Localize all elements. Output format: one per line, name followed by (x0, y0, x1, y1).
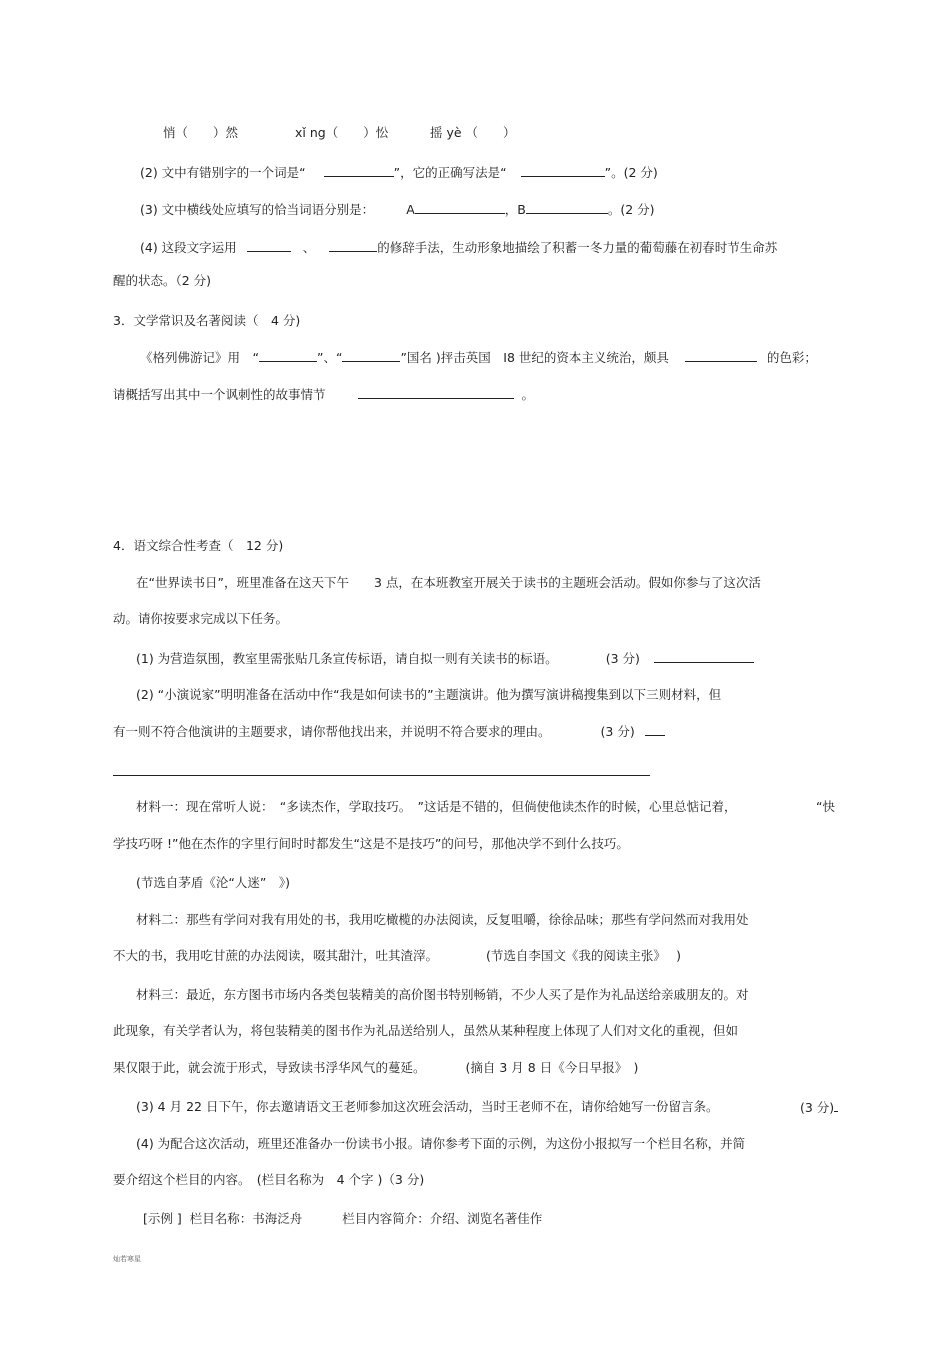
answer-blank[interactable] (834, 1098, 838, 1112)
pinyin-item-1: 悄（ ）然 (163, 125, 239, 140)
example: [示例 ] 栏目名称：书海泛舟 栏目内容简介：介绍、浏览名著佳作 (143, 1211, 543, 1226)
pinyin-item-3: 摇 yè （ ） (430, 125, 516, 140)
question-2-2: (2) 文中有错别字的一个词是“ ”，它的正确写法是“ ”。(2 分) (140, 165, 658, 180)
material-2-cont: 不大的书，我用吃甘蔗的办法阅读，啜其甜汁，吐其渣滓。 (节选自李国文《我的阅读主张》 ) (113, 948, 681, 963)
task-2-cont: 有一则不符合他演讲的主题要求，请你帮他找出来，并说明不符合要求的理由。 (3 分) (113, 722, 665, 741)
material-1-quote: “快 (816, 799, 835, 814)
answer-blank[interactable] (259, 348, 317, 362)
answer-blank[interactable] (358, 385, 514, 399)
material-3-cont-2: 果仅限于此，就会流于形式，导致读书浮华风气的蔓延。 (摘自 3 月 8 日《今日早报》 ) (113, 1060, 639, 1075)
answer-blank[interactable] (645, 722, 665, 736)
question-2-3: (3) 文中横线处应填写的恰当词语分别是： A ，B 。(2 分) (140, 202, 655, 217)
answer-blank[interactable] (247, 238, 291, 252)
material-1-cont: 学技巧呀 !”他在杰作的字里行间时时都发生“这是不是技巧”的问号，那他决学不到什么技巧。 (113, 836, 629, 851)
material-2: 材料二：那些有学问对我有用处的书，我用吃橄榄的办法阅读，反复咀嚼，徐徐品味；那些有学问然而对我用处 (136, 912, 749, 927)
answer-blank[interactable] (329, 238, 377, 252)
task-3: (3) 4 月 22 日下午，你去邀请语文王老师参加这次班会活动，当时王老师不在，请你给她写一份留言条。 (136, 1099, 719, 1114)
question-3-line-1: 《格列佛游记》用 “ ”、“ ”国名 )抨击英国 I8 世纪的资本主义统治，颇具 的色彩； (140, 350, 817, 365)
answer-blank[interactable] (654, 649, 754, 663)
question-2-4-cont: 醒的状态。（2 分) (113, 273, 212, 288)
material-1: 材料一：现在常听人说： “多读杰作，学取技巧。 ”这话是不错的，但倘使他读杰作的时候，心里总惦记着， (136, 799, 737, 814)
answer-blank-b[interactable] (526, 200, 608, 214)
question-2-4: (4) 这段文字运用 、 的修辞手法，生动形象地描绘了积蓄一冬力量的葡萄藤在初春时节生命苏 (140, 240, 778, 255)
task-2: (2) “小演说家”明明准备在活动中作“我是如何读书的”主题演讲。他为撰写演讲稿搜集到以下三则材料，但 (136, 687, 722, 702)
footer-text: 灿若寒星 (113, 1255, 141, 1263)
answer-blank[interactable] (324, 163, 394, 177)
question-4-intro: 在“世界读书日”，班里准备在这天下午 3 点，在本班教室开展关于读书的主题班会活动。假如你参与了这次活 (136, 575, 761, 590)
material-3: 材料三：最近，东方图书市场内各类包装精美的高价图书特别畅销，不少人买了是作为礼品送给亲戚朋友的。对 (136, 987, 749, 1002)
task-3-score: (3 分) (800, 1098, 838, 1117)
answer-blank[interactable] (521, 163, 605, 177)
answer-blank[interactable] (685, 348, 757, 362)
task-4: (4) 为配合这次活动，班里还准备办一份读书小报。请你参考下面的示例，为这份小报拟写一个栏目名称，并简 (136, 1136, 746, 1151)
question-3-line-2: 请概括写出其中一个讽刺性的故事情节 。 (113, 387, 535, 402)
material-1-source: (节选自茅盾《沦“人迷” 》) (136, 875, 290, 890)
answer-blank[interactable] (342, 348, 400, 362)
pinyin-item-2: xǐ ng（ ）忪 (295, 125, 389, 140)
answer-line[interactable] (113, 775, 650, 776)
task-1: (1) 为营造氛围，教室里需张贴几条宣传标语，请自拟一则有关读书的标语。 (3 分) (136, 649, 754, 668)
task-4-cont: 要介绍这个栏目的内容。 (栏目名称为 4 个字 )（3 分) (113, 1172, 425, 1187)
question-3-title: 3．文学常识及名著阅读（ 4 分) (113, 313, 301, 328)
question-4-title: 4．语文综合性考查（ 12 分) (113, 538, 284, 553)
material-3-cont: 此现象，有关学者认为，将包装精美的图书作为礼品送给别人，虽然从某种程度上体现了人们对文化的重视，但如 (113, 1023, 739, 1038)
answer-blank-a[interactable] (415, 200, 505, 214)
question-4-intro-cont: 动。请你按要求完成以下任务。 (113, 611, 289, 626)
